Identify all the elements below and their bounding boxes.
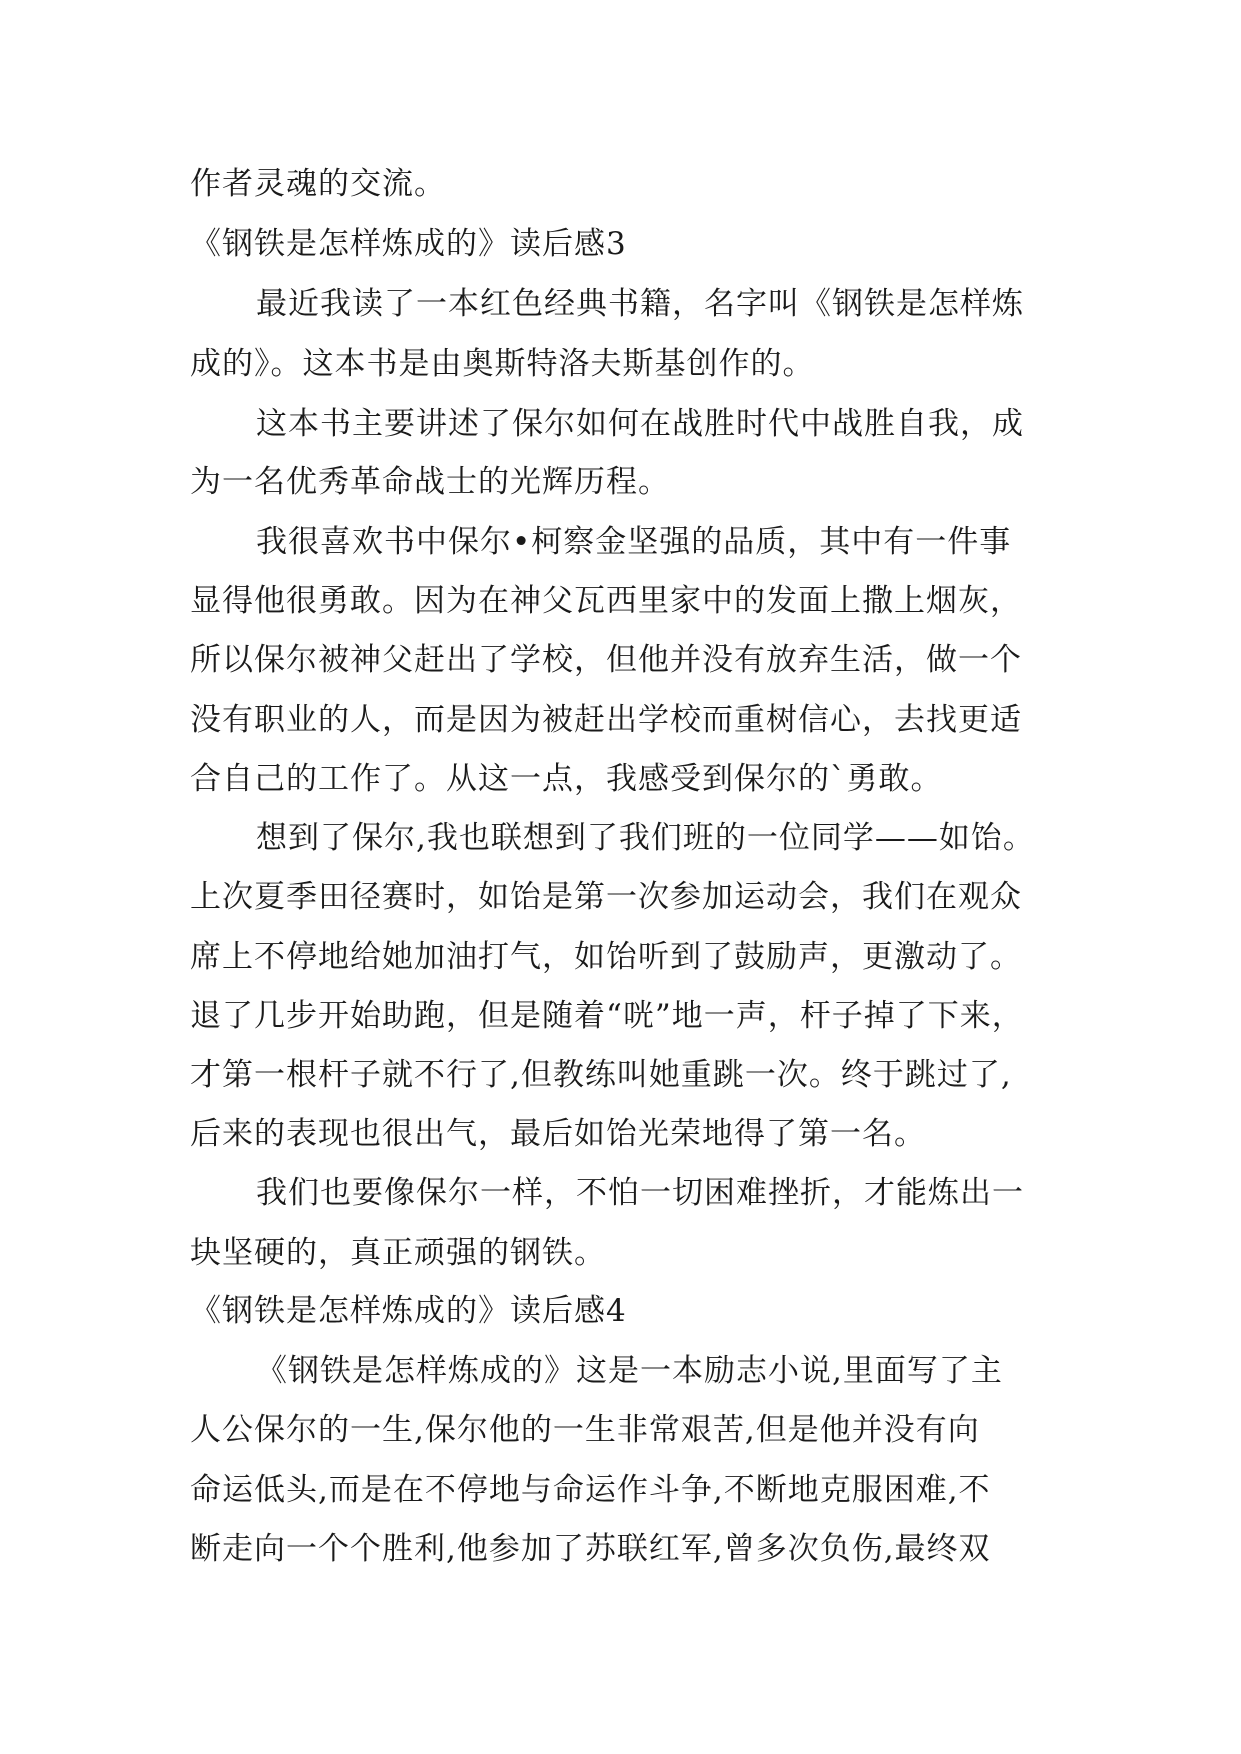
paragraph-line: 最近我读了一本红色经典书籍，名字叫《钢铁是怎样炼 (256, 286, 1024, 322)
paragraph-line: 《钢铁是怎样炼成的》这是一本励志小说,里面写了主 (256, 1353, 1003, 1389)
text-line: 为一名优秀革命战士的光辉历程。 (190, 464, 670, 500)
section-heading: 《钢铁是怎样炼成的》读后感3 (190, 226, 627, 262)
text-line: 席上不停地给她加油打气，如饴听到了鼓励声，更激动了。 (190, 939, 1022, 975)
paragraph-line: 这本书主要讲述了保尔如何在战胜时代中战胜自我，成 (256, 406, 1024, 442)
text-line: 命运低头,而是在不停地与命运作斗争,不断地克服困难,不 (190, 1472, 991, 1508)
section-heading: 《钢铁是怎样炼成的》读后感4 (190, 1293, 627, 1329)
text-line: 断走向一个个胜利,他参加了苏联红军,曾多次负伤,最终双 (190, 1531, 991, 1567)
text-line: 合自己的工作了。从这一点，我感受到保尔的`勇敢。 (190, 761, 943, 797)
text-line: 人公保尔的一生,保尔他的一生非常艰苦,但是他并没有向 (190, 1412, 980, 1448)
text-line: 所以保尔被神父赶出了学校，但他并没有放弃生活，做一个 (190, 642, 1022, 678)
text-line: 上次夏季田径赛时，如饴是第一次参加运动会，我们在观众 (190, 879, 1022, 915)
text-line: 成的》。这本书是由奥斯特洛夫斯基创作的。 (190, 346, 815, 382)
text-line: 没有职业的人，而是因为被赶出学校而重树信心，去找更适 (190, 702, 1022, 738)
text-line: 才第一根杆子就不行了,但教练叫她重跳一次。终于跳过了, (190, 1057, 1012, 1093)
text-line: 显得他很勇敢。因为在神父瓦西里家中的发面上撒上烟灰， (190, 583, 1022, 619)
paragraph-line: 想到了保尔,我也联想到了我们班的一位同学——如饴。 (256, 820, 1035, 856)
text-line: 退了几步开始助跑，但是随着“咣”地一声，杆子掉了下来， (190, 998, 1024, 1034)
text-line: 块坚硬的，真正顽强的钢铁。 (190, 1235, 606, 1271)
text-line: 作者灵魂的交流。 (190, 166, 446, 202)
paragraph-line: 我很喜欢书中保尔•柯察金坚强的品质，其中有一件事 (256, 524, 1012, 560)
text-line: 后来的表现也很出气，最后如饴光荣地得了第一名。 (190, 1116, 926, 1152)
paragraph-line: 我们也要像保尔一样，不怕一切困难挫折，才能炼出一 (256, 1175, 1024, 1211)
